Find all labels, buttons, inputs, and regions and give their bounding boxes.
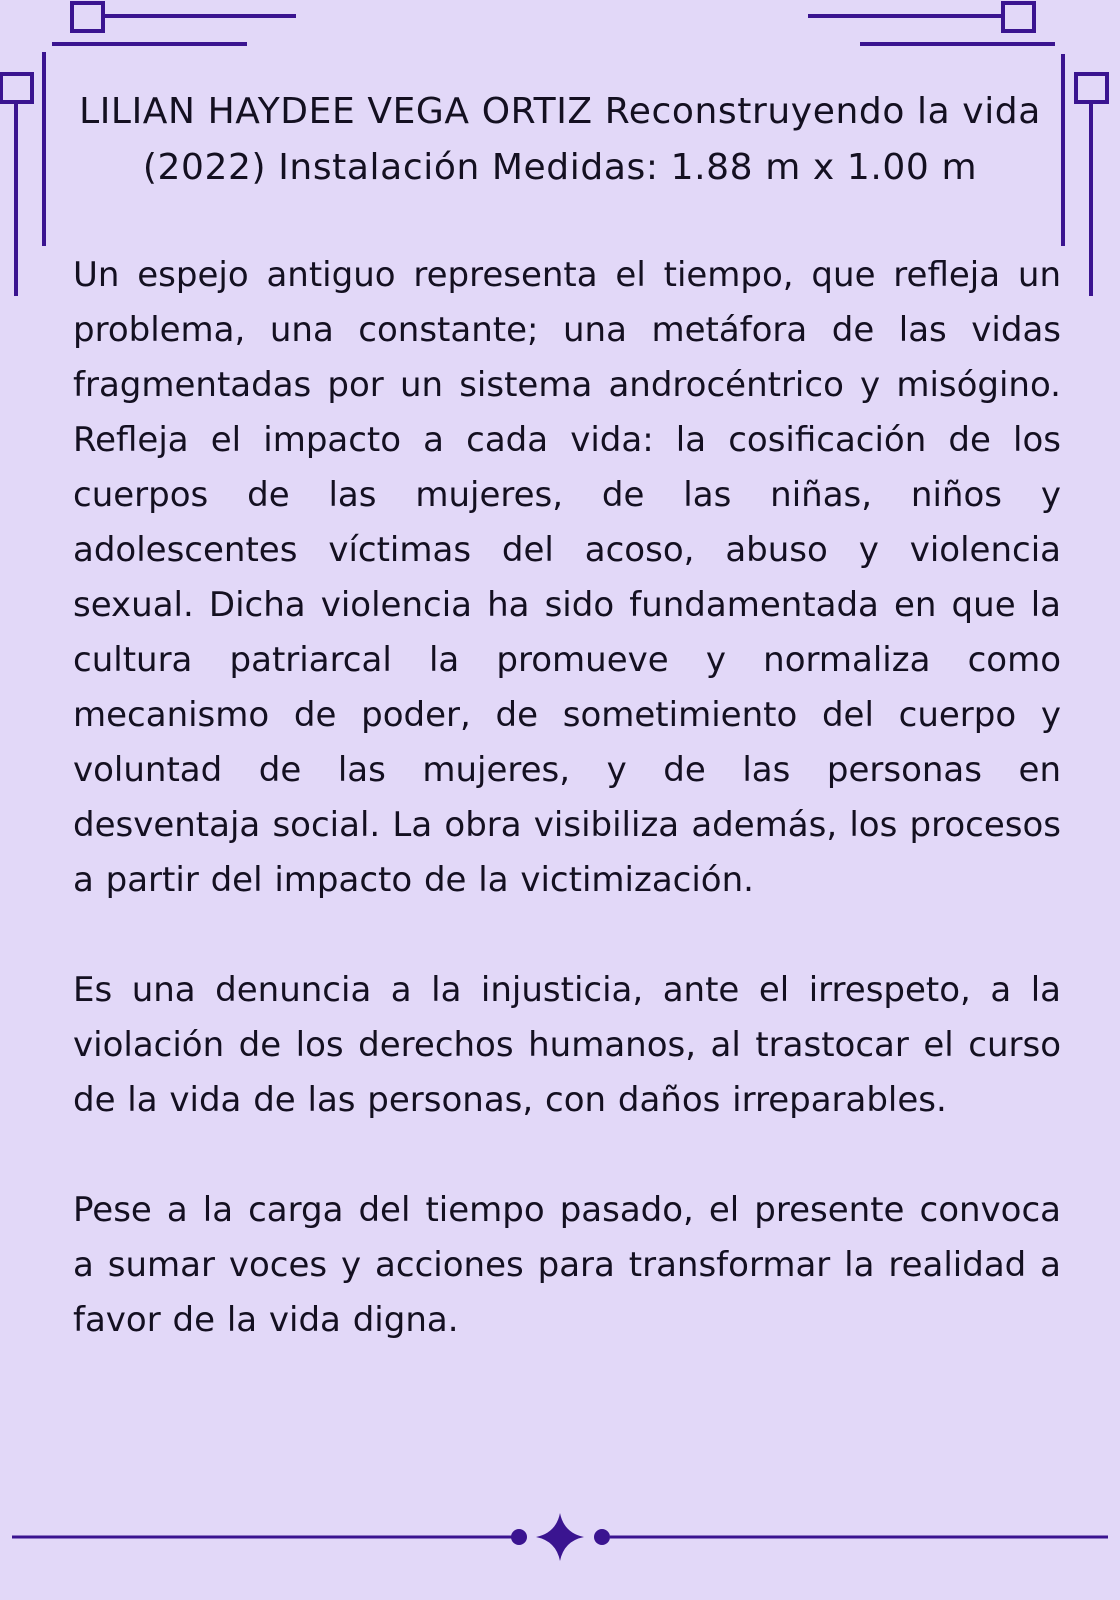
description-paragraph: Pese a la carga del tiempo pasado, el presente convoca a sumar voces y acciones para transformar la realidad a favor de la vida digna. xyxy=(73,1190,1061,1340)
description-paragraph: Un espejo antiguo representa el tiempo, que refleja un problema, una constante; una metáfora de las vidas fragmentadas por un sistema androcéntrico y misógino. Refleja el impacto a cada vida: la cosificación de los cuerpos de las mujeres, de las niñas, niños y adolescentes víctimas del acoso, abuso y violencia sexual. Dicha violencia ha sido fundamentada en que la cultura patriarcal la promueve y normaliza como mecanismo de poder, de sometimiento del cuerpo y voluntad de las mujeres, y de las personas en desventaja social. La obra visibiliza además, los procesos a partir del impacto de la victimización. xyxy=(73,255,1061,900)
description-paragraph: Es una denuncia a la injusticia, ante el irrespeto, a la violación de los derechos humanos, al trastocar el curso de la vida de las personas, con daños irreparables. xyxy=(73,970,1061,1120)
artwork-description xyxy=(73,248,1061,1403)
bottom-divider-star-icon xyxy=(12,1513,1108,1561)
artwork-title: LILIAN HAYDEE VEGA ORTIZ Reconstruyendo la vida (2022) Instalación Medidas: 1.88 m x 1.00 m xyxy=(79,91,1041,188)
